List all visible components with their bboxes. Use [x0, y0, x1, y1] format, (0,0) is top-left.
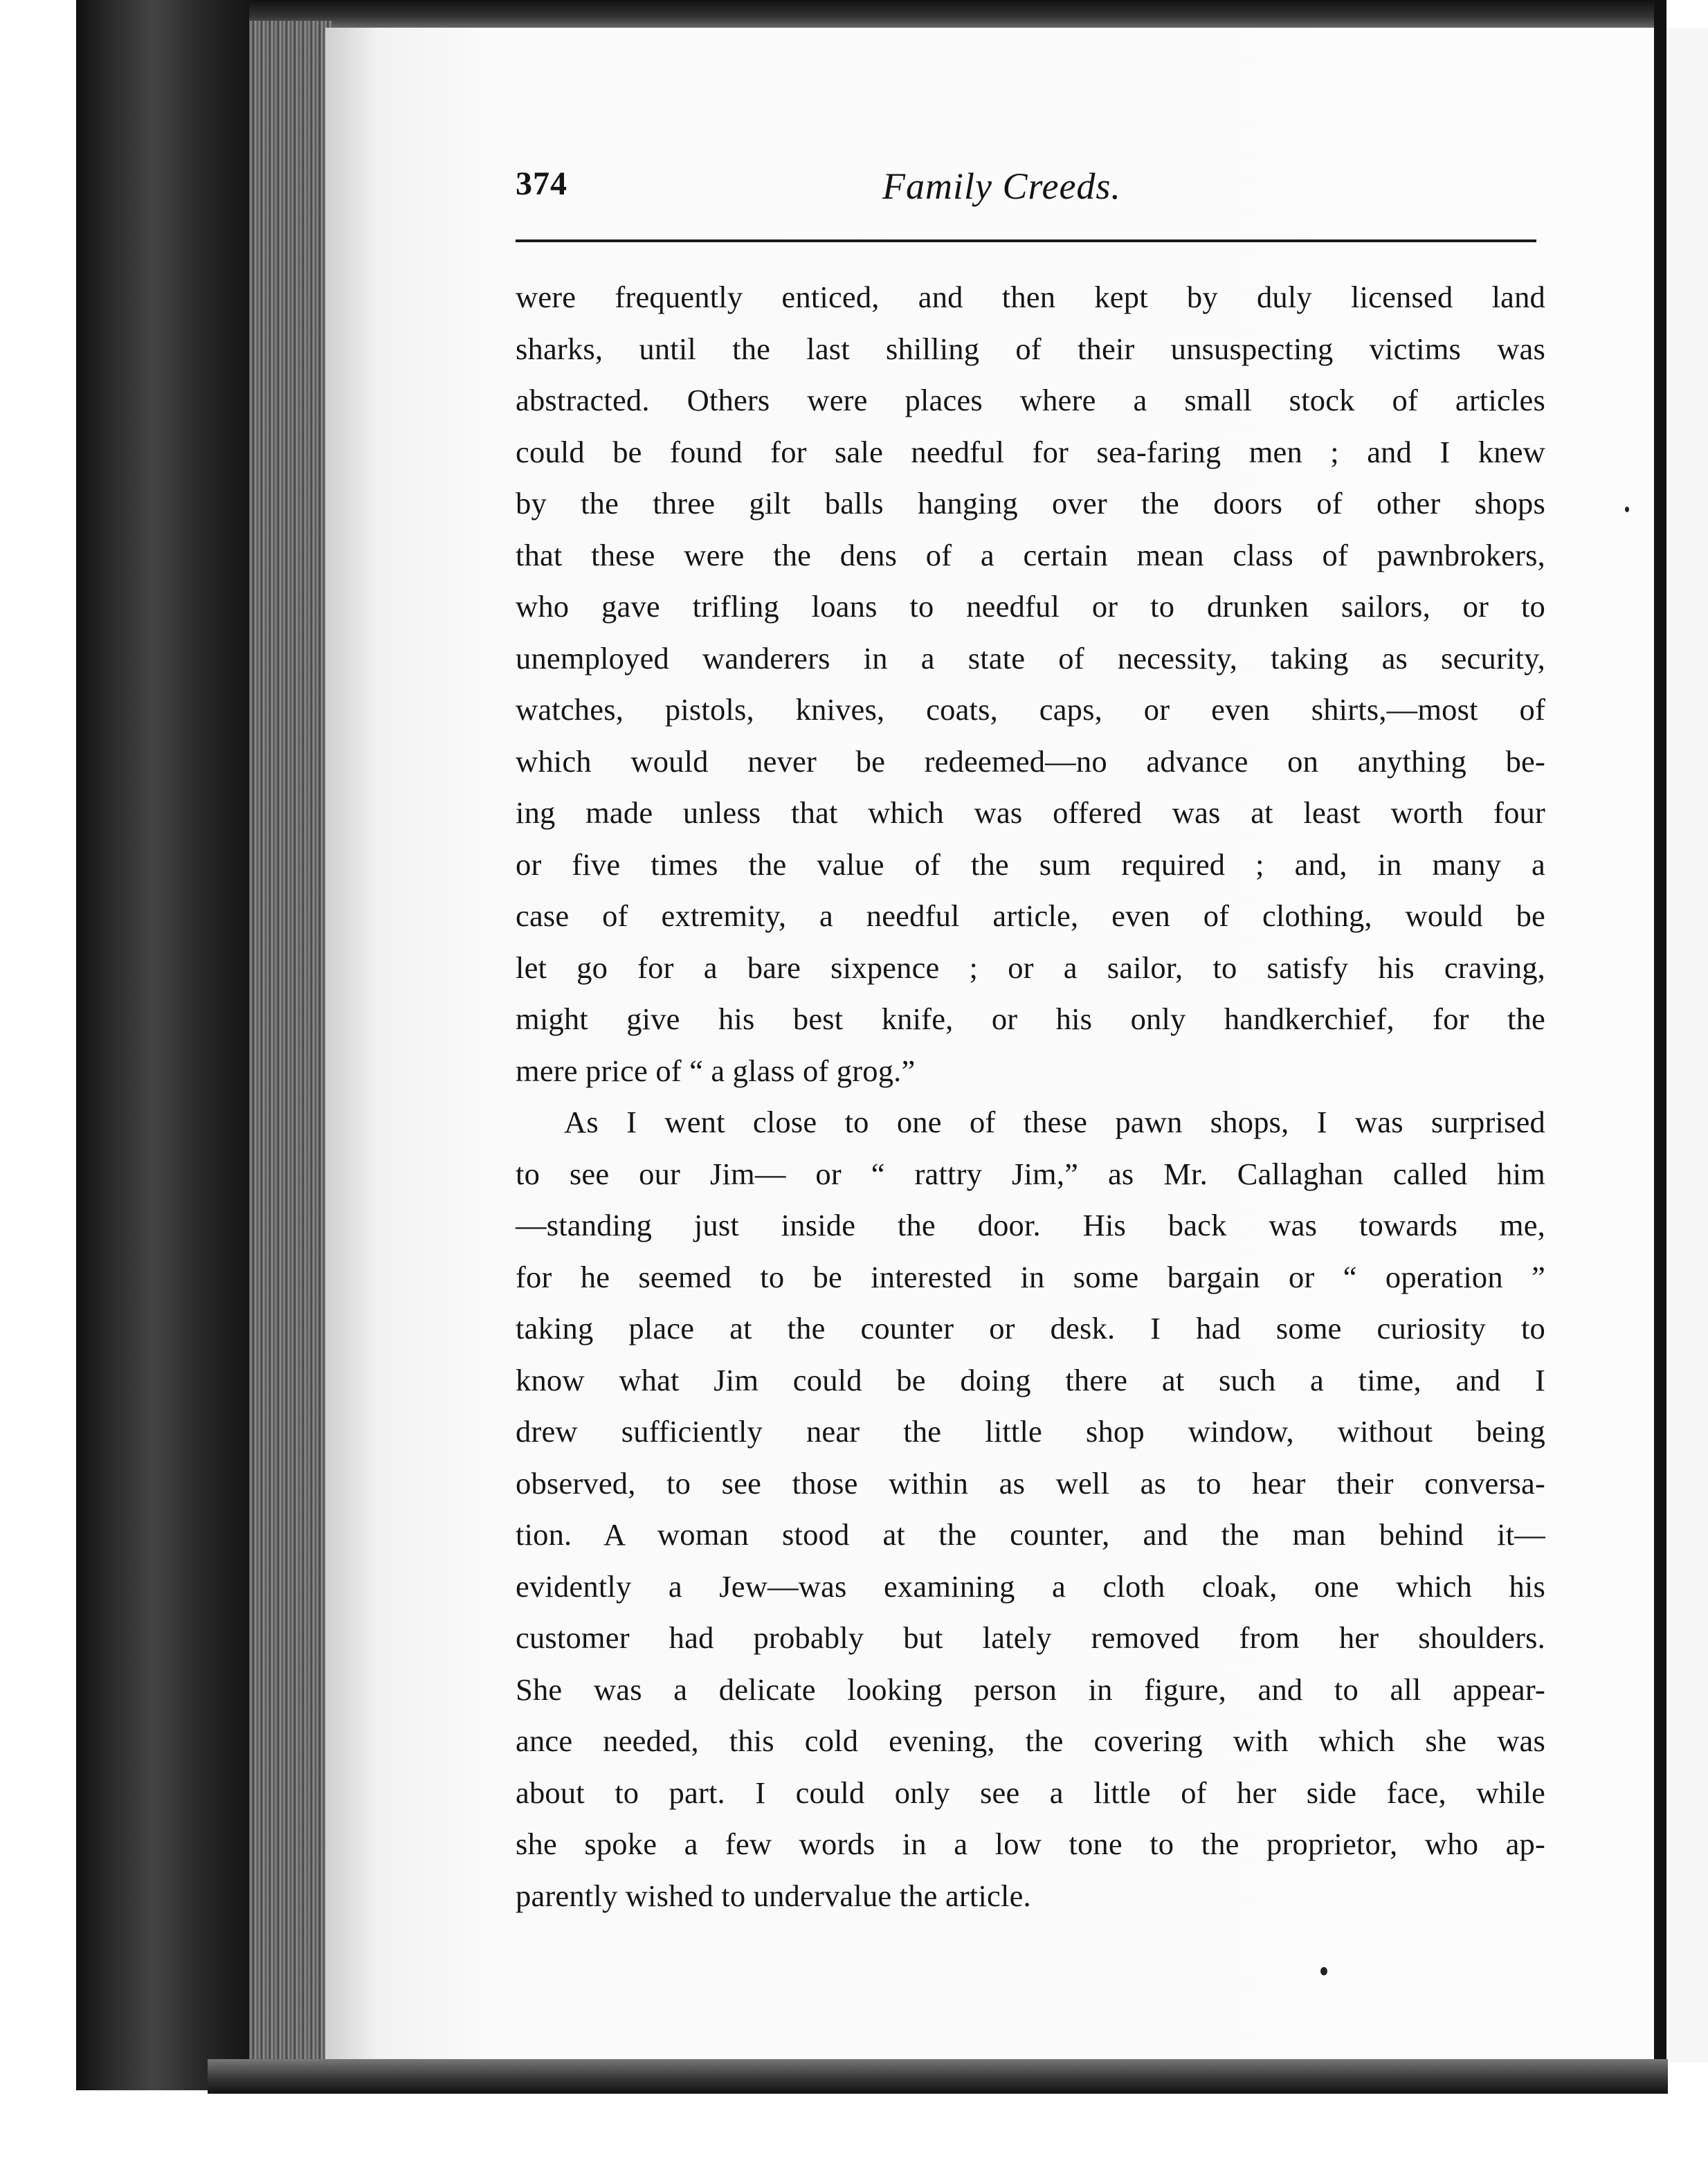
text-line: customer had probably but lately removed from her shoulders. [516, 1620, 1545, 1655]
text-line: to see our Jim— or “ rattry Jim,” as Mr. Callaghan called him [516, 1156, 1545, 1191]
text-line: evidently a Jew—was examining a cloth cloak, one which his [516, 1568, 1545, 1604]
text-line: unemployed wanderers in a state of necessity, taking as security, [516, 640, 1545, 676]
text-line: ance needed, this cold evening, the covering with which she was [516, 1723, 1545, 1758]
bottom-shadow [208, 2059, 1668, 2094]
header-rule [516, 239, 1536, 242]
body-text [516, 271, 1545, 1921]
page-edges [249, 21, 332, 2063]
paragraph-2 [516, 1096, 1545, 1921]
running-title: Family Creeds. [882, 165, 1121, 207]
text-line: know what Jim could be doing there at such a time, and I [516, 1362, 1545, 1397]
top-shadow [242, 0, 1661, 28]
text-line: might give his best knife, or his only handkerchief, for the [516, 1002, 1545, 1036]
text-line: observed, to see those within as well as to hear their conversa- [516, 1465, 1545, 1501]
text-line: sharks, until the last shilling of their unsuspecting victims was [516, 331, 1545, 366]
text-line: She was a delicate looking person in figure, and to all appear- [516, 1672, 1545, 1707]
scan-speck [1320, 1967, 1327, 1975]
text-line: taking place at the counter or desk. I had some curiosity to [516, 1311, 1545, 1346]
page-number: 374 [516, 165, 567, 202]
text-line: ing made unless that which was offered was at least worth four [516, 795, 1545, 830]
text-line: parently wished to undervalue the article. [516, 1878, 1031, 1913]
gutter-shadow [1654, 0, 1666, 2090]
text-line: which would never be redeemed—no advance on anything be- [516, 743, 1545, 779]
text-line: let go for a bare sixpence ; or a sailor, to satisfy his craving, [516, 950, 1545, 985]
text-line: case of extremity, a needful article, even of clothing, would be [516, 898, 1545, 933]
text-line: watches, pistols, knives, coats, caps, or even shirts,—most of [516, 692, 1545, 727]
text-line: by the three gilt balls hanging over the doors of other shops [516, 486, 1545, 520]
running-head [516, 165, 1536, 220]
text-line: for he seemed to be interested in some bargain or “ operation ” [516, 1259, 1545, 1294]
text-line: she spoke a few words in a low tone to the proprietor, who ap- [516, 1827, 1545, 1861]
text-line: that these were the dens of a certain mean class of pawnbrokers, [516, 537, 1545, 572]
text-line: mere price of “ a glass of grog.” [516, 1053, 916, 1088]
facing-page-edge [1666, 28, 1708, 2063]
text-line: or five times the value of the sum required ; and, in many a [516, 846, 1545, 882]
text-line: who gave trifling loans to needful or to drunken sailors, or to [516, 589, 1545, 624]
paragraph-1 [516, 271, 1545, 1096]
text-line: As I went close to one of these pawn shops, I was surprised [564, 1105, 1545, 1139]
text-line: could be found for sale needful for sea-faring men ; and I knew [516, 434, 1545, 469]
scan-speck [1625, 507, 1629, 512]
text-line: about to part. I could only see a little of her side face, while [516, 1775, 1545, 1810]
text-line: were frequently enticed, and then kept by duly licensed land [516, 280, 1545, 314]
text-line: —standing just inside the door. His back was towards me, [516, 1208, 1545, 1242]
text-line: drew sufficiently near the little shop window, without being [516, 1414, 1545, 1449]
book-spine [76, 0, 249, 2090]
text-line: tion. A woman stood at the counter, and the man behind it— [516, 1517, 1545, 1552]
text-line: abstracted. Others were places where a small stock of articles [516, 383, 1545, 417]
